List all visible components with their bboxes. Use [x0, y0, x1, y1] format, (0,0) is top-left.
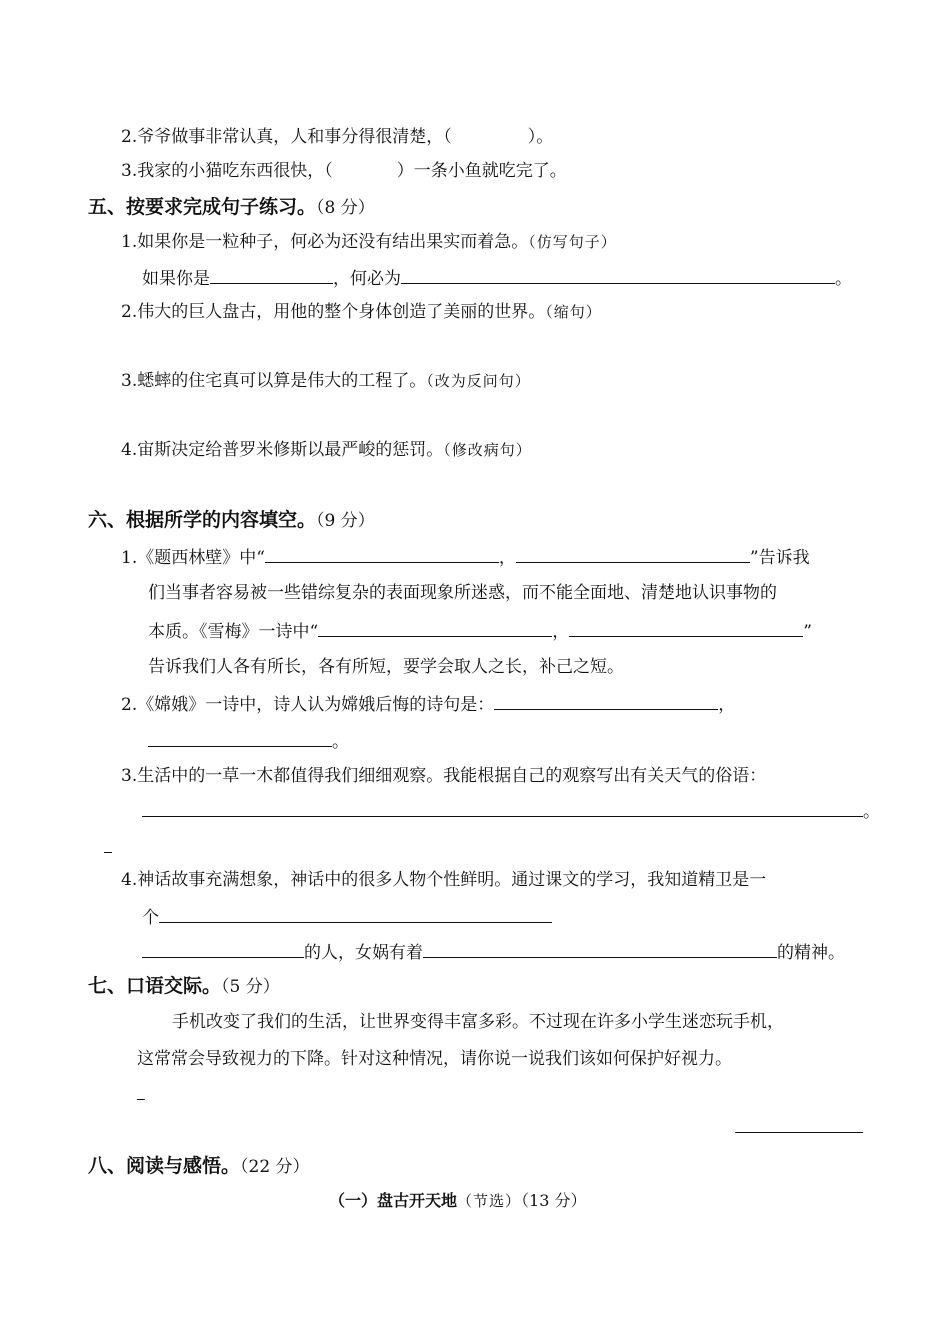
answer-blank[interactable]	[494, 692, 718, 710]
stray-mark	[104, 852, 112, 853]
answer-blank[interactable]	[318, 619, 552, 637]
s7-paragraph-line1: 手机改变了我们的生活，让世界变得丰富多彩。不过现在许多小学生迷恋玩手机，	[172, 1012, 784, 1032]
s5-q1-fill: 如果你是 ，何必为 。	[142, 266, 852, 290]
s5-q1: 1.如果你是一粒种子，何必为还没有结出果实而着急。（仿写句子）	[121, 232, 617, 252]
answer-blank[interactable]	[401, 266, 835, 284]
s7-paragraph-line2: 这常常会导致视力的下降。针对这种情况，请你说一说我们该如何保护好视力。	[137, 1049, 732, 1069]
section-7-title: 七、口语交际。（5 分）	[88, 975, 280, 997]
reading-subtitle: （一）盘古开天地（节选）（13 分）	[329, 1191, 587, 1210]
answer-blank[interactable]	[423, 940, 777, 958]
answer-blank[interactable]	[159, 905, 552, 923]
s6-q1-line3: 本质。《雪梅》一诗中“ ， ”	[148, 619, 812, 643]
s6-q4-line1: 4.神话故事充满想象，神话中的很多人物个性鲜明。通过课文的学习，我知道精卫是一	[121, 870, 767, 890]
answer-blank[interactable]	[142, 799, 863, 817]
s6-q3-line1: 3.生活中的一草一木都值得我们细细观察。我能根据自己的观察写出有关天气的俗语：	[121, 766, 767, 786]
s6-q4-line3: 的人，女娲有着 的精神。	[142, 940, 845, 964]
q4-item-2: 2.爷爷做事非常认真，人和事分得很清楚，（ ）。	[121, 127, 554, 147]
stray-mark	[137, 1099, 145, 1100]
s6-q1-line1: 1.《题西林壁》中“ ， ”告诉我	[121, 545, 810, 569]
answer-blank[interactable]	[148, 729, 332, 747]
s6-q2-line1: 2.《嫦娥》一诗中，诗人认为嫦娥后悔的诗句是： ，	[121, 692, 735, 716]
section-8-title: 八、阅读与感悟。（22 分）	[88, 1155, 310, 1177]
answer-blank[interactable]	[210, 266, 333, 284]
s5-q4: 4.宙斯决定给普罗米修斯以最严峻的惩罚。（修改病句）	[121, 440, 532, 460]
s5-q2: 2.伟大的巨人盘古，用他的整个身体创造了美丽的世界。（缩句）	[121, 302, 602, 322]
section-6-title: 六、根据所学的内容填空。（9 分）	[88, 509, 375, 531]
answer-blank[interactable]	[569, 619, 803, 637]
s6-q2-line2: 。	[148, 729, 349, 753]
s6-q3-line2: 。	[142, 799, 880, 823]
q4-item-3: 3.我家的小猫吃东西很快，（ ）一条小鱼就吃完了。	[121, 161, 567, 181]
section-5-title: 五、按要求完成句子练习。（8 分）	[88, 196, 375, 218]
s6-q1-line4: 告诉我们人各有所长，各有所短，要学会取人之长，补己之短。	[148, 657, 624, 677]
s6-q1-line2: 们当事者容易被一些错综复杂的表面现象所迷惑，而不能全面地、清楚地认识事物的	[148, 583, 777, 603]
s5-q3: 3.蟋蟀的住宅真可以算是伟大的工程了。（改为反问句）	[121, 371, 531, 391]
answer-blank[interactable]	[516, 545, 750, 563]
answer-line[interactable]	[735, 1132, 863, 1133]
answer-blank[interactable]	[265, 545, 499, 563]
answer-blank[interactable]	[142, 940, 304, 958]
s6-q4-line2: 个	[142, 905, 552, 929]
